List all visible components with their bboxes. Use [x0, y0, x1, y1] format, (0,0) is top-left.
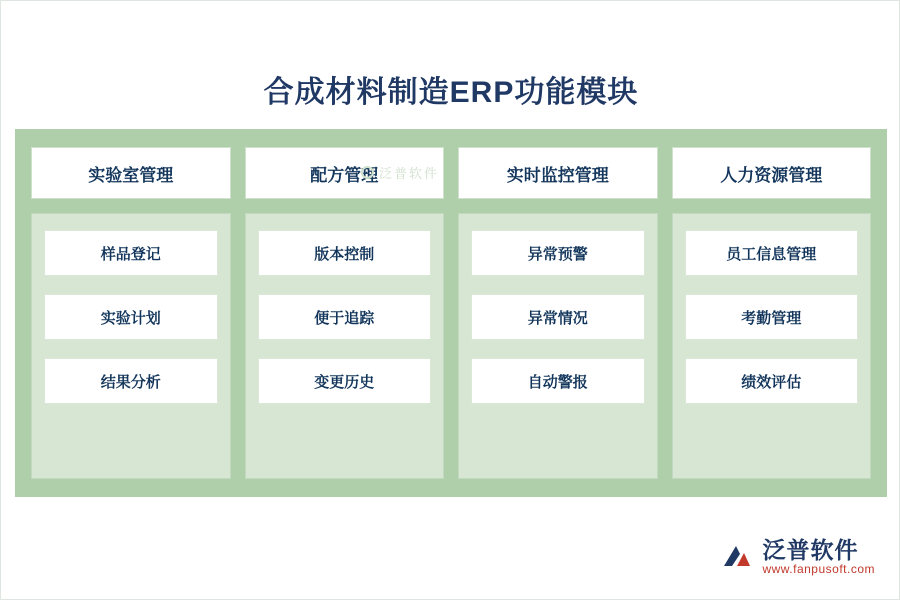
column-body-hr: [672, 213, 872, 479]
module-item[interactable]: 版本控制: [258, 230, 432, 276]
module-item[interactable]: 异常情况: [471, 294, 645, 340]
page-title: 合成材料制造ERP功能模块: [263, 76, 639, 109]
module-item[interactable]: 实验计划: [44, 294, 218, 340]
logo-text: [762, 537, 875, 577]
module-item[interactable]: 结果分析: [44, 358, 218, 404]
column-body-lab: [31, 213, 231, 479]
column-body-formula: [245, 213, 445, 479]
column-header-hr: 人力资源管理: [672, 147, 872, 199]
module-item[interactable]: 样品登记: [44, 230, 218, 276]
module-item[interactable]: 变更历史: [258, 358, 432, 404]
company-logo: [720, 537, 875, 577]
watermark-text: 泛普软件: [379, 166, 440, 181]
column-body-monitoring: [458, 213, 658, 479]
module-item[interactable]: 异常预警: [471, 230, 645, 276]
module-item[interactable]: 便于追踪: [258, 294, 432, 340]
logo-icon: [720, 540, 754, 574]
module-item[interactable]: 员工信息管理: [685, 230, 859, 276]
logo-name: 泛普软件: [762, 536, 859, 563]
logo-url: www.fanpusoft.com: [762, 562, 875, 577]
module-item[interactable]: 绩效评估: [685, 358, 859, 404]
module-item[interactable]: 自动警报: [471, 358, 645, 404]
column-header-lab: 实验室管理: [31, 147, 231, 199]
module-column-hr: [672, 147, 872, 479]
modules-board: [15, 129, 887, 497]
module-column-formula: [245, 147, 445, 479]
column-header-monitoring: 实时监控管理: [458, 147, 658, 199]
column-header-formula: 配方管理: [245, 147, 445, 199]
module-column-monitoring: [458, 147, 658, 479]
module-item[interactable]: 考勤管理: [685, 294, 859, 340]
module-column-lab: [31, 147, 231, 479]
